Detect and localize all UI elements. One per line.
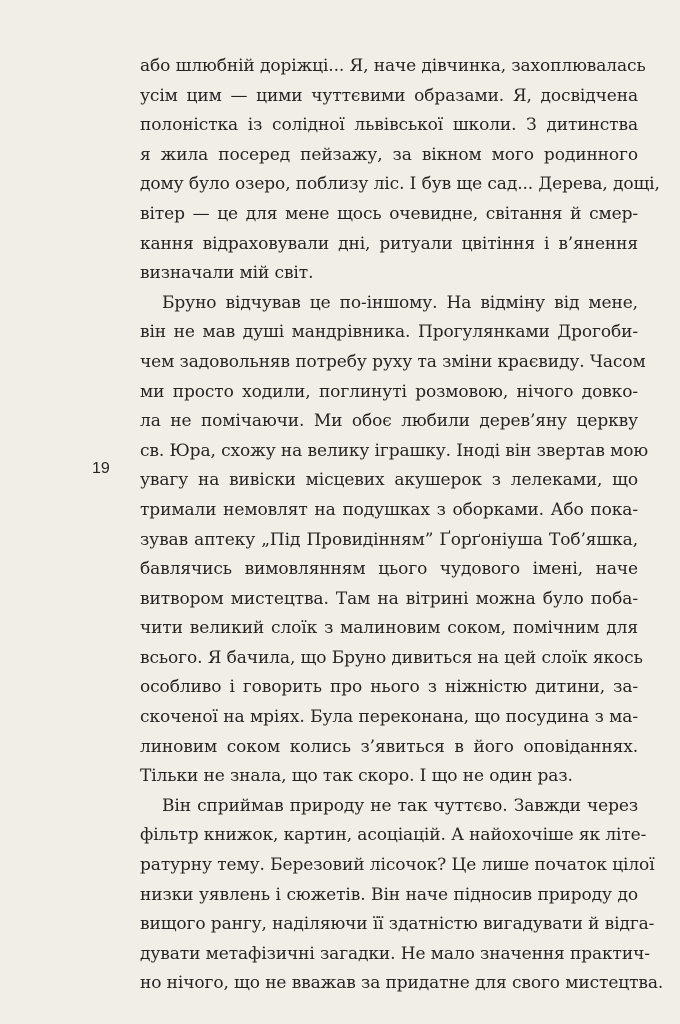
text-line: ми просто ходили, поглинуті розмовою, нічого довко- <box>140 381 638 402</box>
text-line: дувати метафізичні загадки. Не мало значення практич- <box>140 943 650 964</box>
text-line: особливо і говорить про нього з ніжністю дитини, за- <box>140 677 638 698</box>
text-line: фільтр книжок, картин, асоціацій. А найохочіше як літе- <box>140 825 647 846</box>
text-line: чити великий слоїк з малиновим соком, помічним для <box>140 618 638 639</box>
page-number: 19 <box>92 460 110 477</box>
text-line: зував аптеку „Під Провидінням” Ґорґоніуша Тоб’яшка, <box>140 529 638 550</box>
text-line: визначали мій світ. <box>140 263 314 284</box>
text-line: усім цим — цими чуттєвими образами. Я, досвідчена <box>140 85 638 106</box>
text-line: Бруно відчував це по-іншому. На відміну від мене, <box>162 292 638 313</box>
text-line: низки уявлень і сюжетів. Він наче підносив природу до <box>140 884 638 905</box>
text-line: Він сприймав природу не так чуттєво. Завжди через <box>162 795 638 816</box>
text-line: бавлячись вимовлянням цього чудового імені, наче <box>140 559 638 580</box>
text-line: всього. Я бачила, що Бруно дивиться на цей слоїк якось <box>140 647 643 668</box>
text-line: скоченої на мріях. Була переконана, що посудина з ма- <box>140 707 638 728</box>
text-line: полоністка із солідної львівської школи. З дитинства <box>140 115 638 136</box>
text-line: ратурну тему. Березовий лісочок? Це лише початок цілої <box>140 855 655 876</box>
body-text <box>140 52 664 999</box>
text-line: тримали немовлят на подушках з оборками. Або пока- <box>140 499 638 520</box>
text-line: вищого рангу, наділяючи її здатністю вигадувати й відга- <box>140 914 655 935</box>
text-line: св. Юра, схожу на велику іграшку. Іноді він звертав мою <box>140 440 649 461</box>
text-line: увагу на вивіски місцевих акушерок з лелеками, що <box>140 470 638 491</box>
text-line: він не мав душі мандрівника. Прогулянками Дрогоби- <box>140 322 638 343</box>
text-line: Тільки не знала, що так скоро. І що не один раз. <box>140 766 573 787</box>
text-line: вітер — це для мене щось очевидне, світання й смер- <box>140 203 638 224</box>
paragraph-2 <box>140 289 649 792</box>
text-line: ла не помічаючи. Ми обоє любили дерев’яну церкву <box>140 411 638 432</box>
paragraph-3 <box>140 792 664 999</box>
paragraph-1 <box>140 52 660 289</box>
text-line: витвором мистецтва. Там на вітрині можна було поба- <box>140 588 638 609</box>
text-line: або шлюбній доріжці... Я, наче дівчинка, захоплювалась <box>140 56 646 76</box>
text-line: линовим соком колись з’явиться в його оповіданнях. <box>140 736 638 757</box>
text-line: я жила посеред пейзажу, за вікном мого родинного <box>140 144 638 165</box>
text-line: чем задовольняв потребу руху та зміни краєвиду. Часом <box>140 351 646 372</box>
text-line: кання відраховували дні, ритуали цвітіння і в’янення <box>140 233 638 254</box>
text-line: дому було озеро, поблизу ліс. І був ще сад... Дерева, дощі, <box>140 174 660 195</box>
text-line: но нічого, що не вважав за придатне для свого мистецтва. <box>140 973 664 994</box>
